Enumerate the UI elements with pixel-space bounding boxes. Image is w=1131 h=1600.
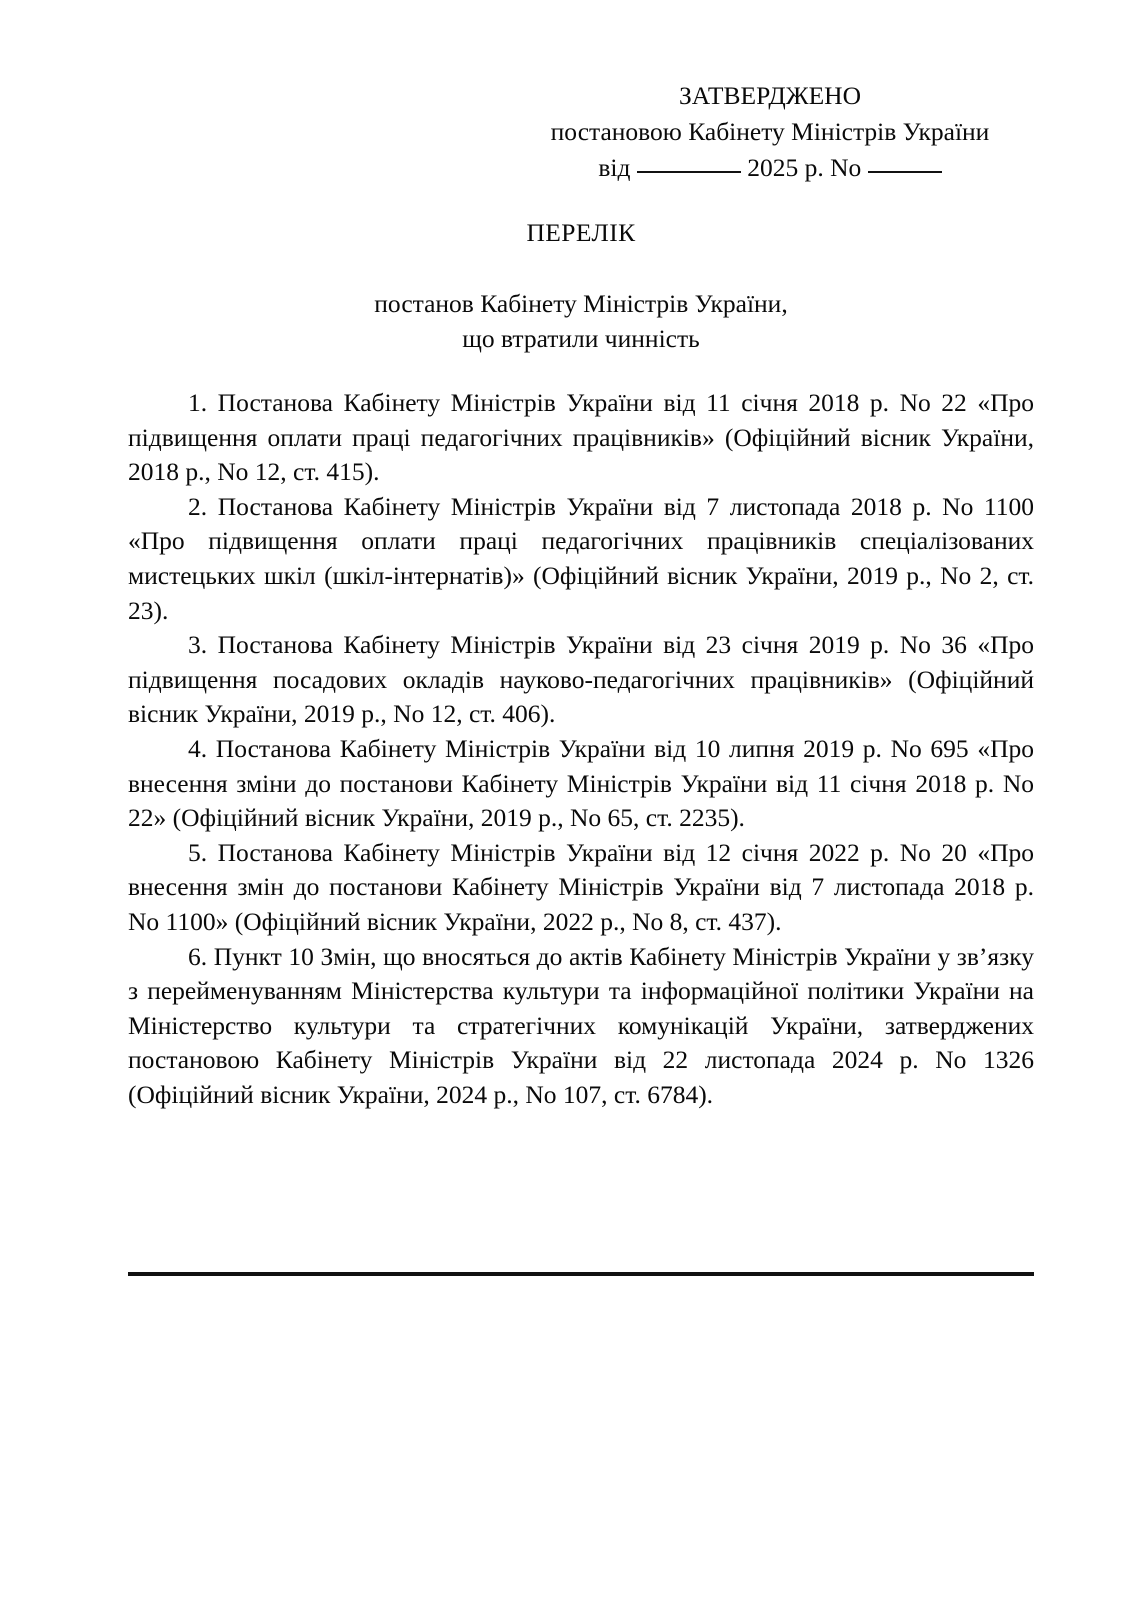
list-item: 1. Постанова Кабінету Міністрів України від 11 січня 2018 р. No 22 «Про підвищення оплати праці педагогічних працівників» (Офіційний вісник України, 2018 р., No 12, ст. 415). — [128, 388, 1034, 487]
approval-date-prefix: від — [598, 153, 631, 182]
list-item: 5. Постанова Кабінету Міністрів України від 12 січня 2022 р. No 20 «Про внесення змін до постанови Кабінету Міністрів України від 7 листопада 2018 р. No 1100» (Офіційний вісник України, 2022 р., No 8, ст. 437). — [128, 837, 1034, 936]
subtitle-line-2: що втратили чинність — [462, 324, 700, 353]
page-title: ПЕРЕЛІК — [526, 218, 636, 247]
approval-heading: ЗАТВЕРДЖЕНО — [678, 81, 862, 110]
approval-authority: постановою Кабінету Міністрів України — [550, 117, 990, 146]
approval-block — [500, 78, 1040, 186]
approval-date-number — [500, 150, 1040, 186]
number-blank-field[interactable] — [868, 171, 942, 173]
list-item: 3. Постанова Кабінету Міністрів України від 23 січня 2019 р. No 36 «Про підвищення посадових окладів науково-педагогічних працівників» (Офіційний вісник України, 2019 р., No 12, ст. 406). — [128, 630, 1034, 729]
footer-divider — [128, 1272, 1034, 1276]
list-item: 4. Постанова Кабінету Міністрів України від 10 липня 2019 р. No 695 «Про внесення зміни до постанови Кабінету Міністрів України від 11 січня 2018 р. No 22» (Офіційний вісник України, 2019 р., No 65, ст. 2235). — [128, 733, 1034, 833]
approval-year-label: 2025 р. No — [747, 153, 862, 182]
date-blank-field[interactable] — [637, 171, 741, 173]
list-item: 6. Пункт 10 Змін, що вносяться до актів Кабінету Міністрів України у зв’язку з перейменуванням Міністерства культури та інформаційної політики України на Міністерство культури та стратегічних комунікацій України, затверджених постановою Кабінету Міністрів України від 22 листопада 2024 р. No 1326 (Офіційний вісник України, 2024 р., No 107, ст. 6784). — [128, 941, 1034, 1109]
document-subtitle — [128, 286, 1034, 356]
resolutions-list — [128, 386, 1034, 1112]
subtitle-line-1: постанов Кабінету Міністрів України, — [374, 289, 788, 318]
list-item: 2. Постанова Кабінету Міністрів України від 7 листопада 2018 р. No 1100 «Про підвищення оплати праці педагогічних працівників спеціалізованих мистецьких шкіл (шкіл-інтернатів)» (Офіційний вісник України, 2019 р., No 2, ст. 23). — [128, 491, 1034, 625]
